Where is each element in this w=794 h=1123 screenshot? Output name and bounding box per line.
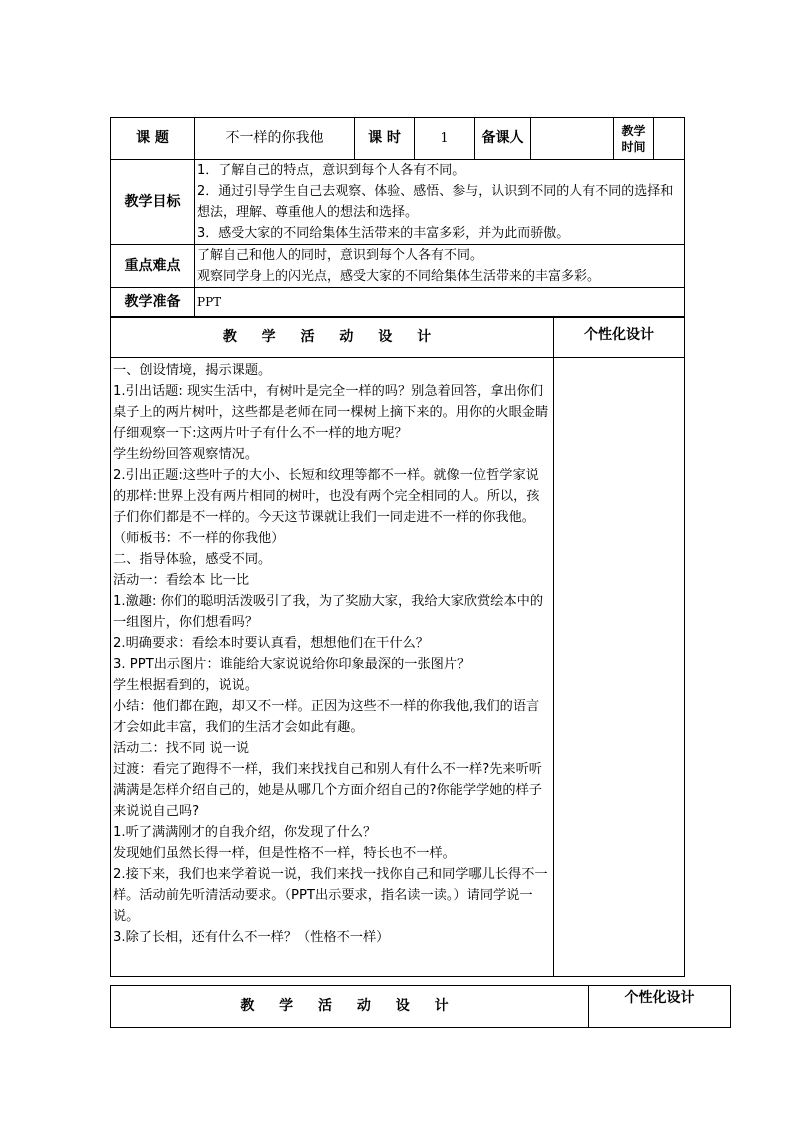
- topic-label: 课 题: [111, 118, 195, 160]
- time-value: [654, 118, 685, 160]
- activity-content: [111, 358, 554, 977]
- activity-line: 2.接下来，我们也来学着说一说，我们来找一找你自己和同学哪儿长得不一样。活动前先听清活动要求。（PPT出示要求，指名读一读。）请同学说一说。: [113, 867, 548, 924]
- preparation-value: PPT: [195, 288, 685, 318]
- objectives-content: [195, 160, 685, 245]
- activity-header-2: 教 学 活 动 设 计: [111, 986, 589, 1028]
- activity-header: 教 学 活 动 设 计: [111, 317, 554, 358]
- activity-line: 学生根据看到的，说说。: [113, 678, 259, 693]
- personal-design-header: 个性化设计: [554, 317, 685, 358]
- activity-line: 活动一：看绘本 比一比: [113, 573, 250, 588]
- activity-line: 小结：他们都在跑，却又不一样。正因为这些不一样的你我他,我们的语言才会如此丰富，我们的生活才会如此有趣。: [113, 699, 540, 735]
- lesson-plan-table: [110, 117, 685, 318]
- personal-design-content: [554, 358, 685, 977]
- personal-design-header-2: 个性化设计: [589, 986, 731, 1028]
- key-point-item: 观察同学身上的闪光点，感受大家的不同给集体生活带来的丰富多彩。: [197, 269, 601, 284]
- objective-item: 2．通过引导学生自己去观察、体验、感悟、参与，认识到不同的人有不同的选择和想法，理解、尊重他人的想法和选择。: [197, 184, 674, 220]
- topic-value: 不一样的你我他: [195, 118, 355, 160]
- objective-item: 1．了解自己的特点，意识到每个人各有不同。: [197, 163, 466, 178]
- activity-table-continued: [110, 985, 731, 1028]
- key-points-content: [195, 245, 685, 288]
- activity-line: 3.除了长相，还有什么不一样？（性格不一样）: [113, 930, 390, 945]
- activity-line: 1.听了满满刚才的自我介绍，你发现了什么？: [113, 825, 377, 840]
- hours-value: 1: [415, 118, 475, 160]
- activity-line: 3. PPT出示图片：谁能给大家说说给你印象最深的一张图片？: [113, 657, 471, 672]
- hours-label: 课 时: [355, 118, 415, 160]
- activity-line: 学生纷纷回答观察情况。: [113, 447, 259, 462]
- objectives-label: 教学目标: [111, 160, 195, 245]
- activity-line: 2.引出正题:这些叶子的大小、长短和纹理等都不一样。就像一位哲学家说的那样:世界上没有两片相同的树叶，也没有两个完全相同的人。所以，孩子们你们都是不一样的。今天这节课就让我们一同走进不一样的你我他。（师板书：不一样的你我他）: [113, 468, 540, 546]
- time-label: 教学 时间: [614, 118, 654, 160]
- activity-line: 2.明确要求：看绘本时要认真看，想想他们在干什么？: [113, 636, 429, 651]
- activity-line: 一、创设情境，揭示课题。: [113, 363, 272, 378]
- activity-line: 过渡：看完了跑得不一样，我们来找找自己和别人有什么不一样?先来听听满满是怎样介绍自己的，她是从哪几个方面介绍自己的?你能学学她的样子来说说自己吗?: [113, 762, 542, 819]
- activity-line: 发现她们虽然长得一样，但是性格不一样，特长也不一样。: [113, 846, 456, 861]
- key-points-label: 重点难点: [111, 245, 195, 288]
- activity-table: [110, 316, 685, 977]
- preparer-value: [531, 118, 614, 160]
- activity-line: 活动二：找不同 说一说: [113, 741, 250, 756]
- objective-item: 3．感受大家的不同给集体生活带来的丰富多彩，并为此而骄傲。: [197, 226, 570, 241]
- activity-line: 1.引出话题: 现实生活中，有树叶是完全一样的吗？别急着回答，拿出你们桌子上的两片树叶，这些都是老师在同一棵树上摘下来的。用你的火眼金睛仔细观察一下:这两片叶子有什么不一样的地方呢？: [113, 384, 549, 441]
- key-point-item: 了解自己和他人的同时，意识到每个人各有不同。: [197, 248, 484, 263]
- activity-line: 二、指导体验，感受不同。: [113, 552, 272, 567]
- preparer-label: 备课人: [475, 118, 531, 160]
- activity-line: 1.激趣: 你们的聪明活泼吸引了我，为了奖励大家，我给大家欣赏绘本中的一组图片，你们想看吗？: [113, 594, 544, 630]
- preparation-label: 教学准备: [111, 288, 195, 318]
